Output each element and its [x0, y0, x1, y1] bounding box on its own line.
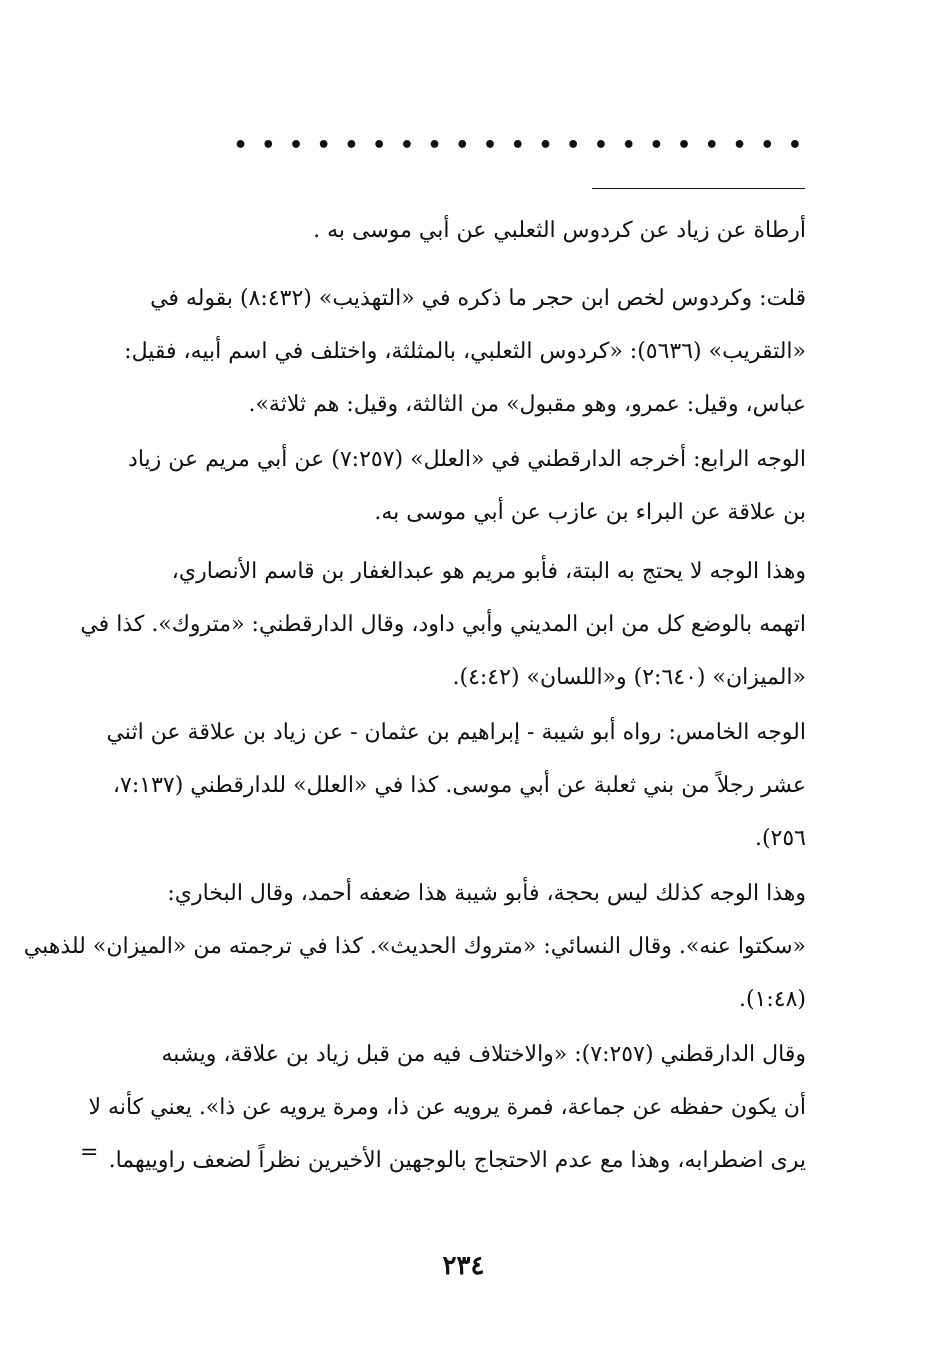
- continuation-mark: =: [80, 1140, 99, 1165]
- text-line: أن يكون حفظه عن جماعة، فمرة يرويه عن ذا، ومرة يرويه عن ذا». يعني كأنه لا: [88, 1095, 806, 1120]
- text-line: «سكتوا عنه». وقال النسائي: «متروك الحديث». كذا في ترجمته من «الميزان» للذهبي: [23, 934, 806, 959]
- text-line: أرطاة عن زياد عن كردوس الثعلبي عن أبي موسى به .: [313, 218, 806, 243]
- text-line: بن علاقة عن البراء بن عازب عن أبي موسى به.: [374, 500, 806, 525]
- page-number: ٢٣٤: [442, 1251, 485, 1281]
- footnote-rule: [592, 188, 805, 189]
- text-line: وهذا الوجه لا يحتج به البتة، فأبو مريم هو عبدالغفار بن قاسم الأنصاري،: [171, 559, 806, 584]
- text-line: اتهمه بالوضع كل من ابن المديني وأبي داود، وقال الدارقطني: «متروك». كذا في: [80, 612, 806, 637]
- paragraph-4: [80, 545, 806, 704]
- paragraph-5: [106, 706, 806, 865]
- paragraph-3: [106, 433, 806, 539]
- paragraph-7: [88, 1028, 806, 1187]
- text-line: وقال الدارقطني (٧:٢٥٧): «والاختلاف فيه من قبل زياد بن علاقة، ويشبه: [161, 1042, 806, 1067]
- text-line: «التقريب» (٥٦٣٦): «كردوس الثعلبي، بالمثلثة، واختلف في اسم أبيه، فقيل:: [124, 339, 806, 364]
- text-line: «الميزان» (٢:٦٤٠) و«اللسان» (٤:٤٢).: [452, 665, 806, 690]
- text-line: يرى اضطرابه، وهذا مع عدم الاحتجاج بالوجهين الأخيرين نظراً لضعف راوييهما.: [108, 1148, 806, 1173]
- text-line: ٢٥٦).: [754, 826, 806, 851]
- text-line: عباس، وقيل: عمرو، وهو مقبول» من الثالثة، وقيل: هم ثلاثة».: [248, 392, 806, 417]
- text-line: عشر رجلاً من بني ثعلبة عن أبي موسى. كذا في «العلل» للدارقطني (٧:١٣٧،: [112, 773, 806, 798]
- text-line: وهذا الوجه كذلك ليس بحجة، فأبو شيبة هذا ضعفه أحمد، وقال البخاري:: [167, 881, 806, 906]
- dotted-separator: • • • • • • • • • • • • • • • • • • • • •: [233, 133, 805, 158]
- paragraph-6: [23, 867, 806, 1026]
- paragraph-2: [106, 272, 806, 431]
- text-line: قلت: وكردوس لخص ابن حجر ما ذكره في «التهذيب» (٨:٤٣٢) بقوله في: [150, 286, 806, 311]
- text-line: (١:٤٨).: [738, 987, 806, 1012]
- text-line: الوجه الرابع: أخرجه الدارقطني في «العلل» (٧:٢٥٧) عن أبي مريم عن زياد: [128, 447, 806, 472]
- text-line: الوجه الخامس: رواه أبو شيبة - إبراهيم بن عثمان - عن زياد بن علاقة عن اثني: [106, 720, 806, 745]
- paragraph-1: [106, 204, 806, 257]
